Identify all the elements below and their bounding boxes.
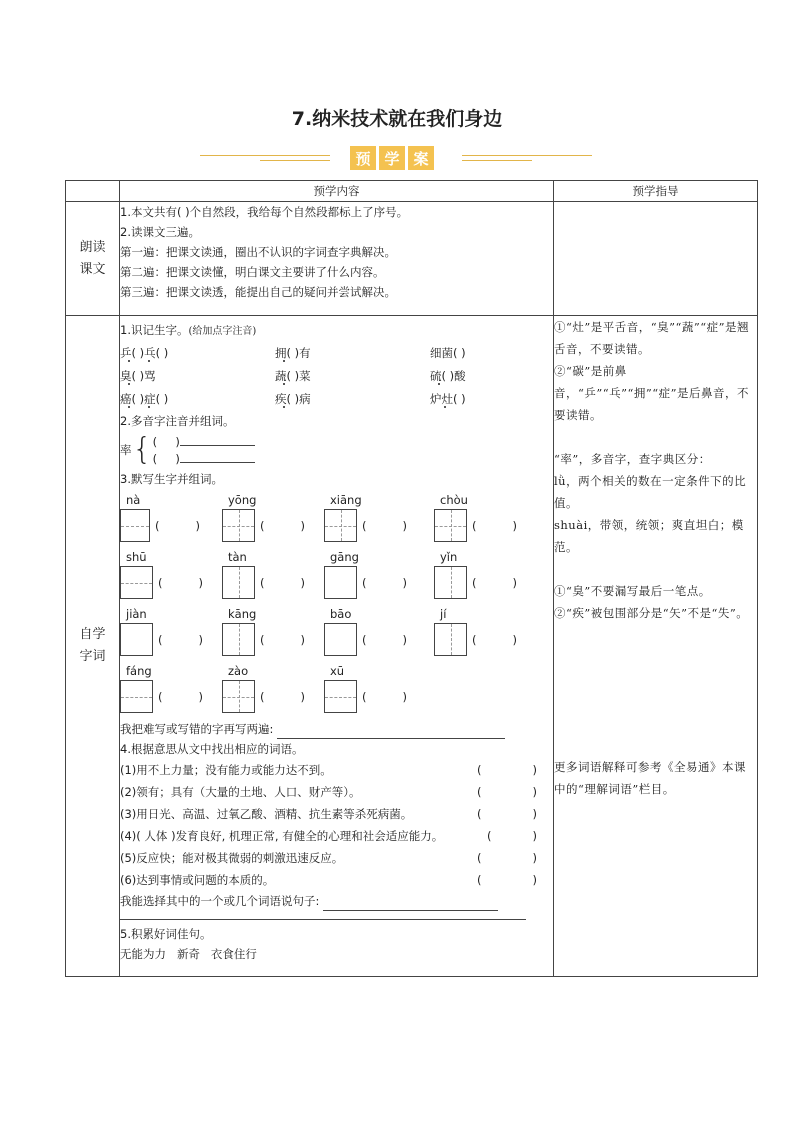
reading-line: 1.本文共有( )个自然段，我给每个自然段都标上了序号。 xyxy=(120,205,409,219)
section-label-words: 自学 字词 xyxy=(66,316,120,977)
char-item: 拥( )有 xyxy=(275,346,311,360)
header-content: 预学内容 xyxy=(120,181,554,202)
reading-content xyxy=(120,202,554,316)
banner-char: 预 xyxy=(350,146,376,170)
words-content xyxy=(120,316,554,977)
guide-note: ①“灶”是平舌音，“臭”“蔬”“症”是翘舌音，不要读错。 xyxy=(554,320,750,356)
guide-note: 更多词语解释可参考《全易通》本课中的“理解词语”栏目。 xyxy=(554,760,746,796)
q4-item: (5)反应快；能对极其微弱的刺激迅速反应。 ( ) xyxy=(120,851,537,865)
q4-item: (4)( 人体 )发育良好, 机理正常, 有健全的心理和社会适应能力。 ( ) xyxy=(120,829,537,843)
char-item: 臭( )骂 xyxy=(120,369,156,383)
char-item: 疾( )病 xyxy=(275,392,311,406)
polyphone-brace: 率 { ( ) ( ) xyxy=(120,433,553,467)
q2-title: 2.多音字注音并组词。 xyxy=(120,414,235,428)
reading-guide xyxy=(554,202,758,316)
banner xyxy=(200,144,592,174)
banner-char: 学 xyxy=(379,146,405,170)
reading-line: 第二遍：把课文读懂，明白课文主要讲了什么内容。 xyxy=(120,265,385,279)
q5-words: 无能为力 新奇 衣食住行 xyxy=(120,947,257,961)
char-item: 乒( )乓( ) xyxy=(120,346,169,360)
writing-box[interactable] xyxy=(222,566,255,599)
writing-box[interactable] xyxy=(324,566,357,599)
writing-box[interactable] xyxy=(434,566,467,599)
sentence-line: 我能选择其中的一个或几个词语说句子: xyxy=(120,891,553,911)
writing-row: nà ( ) yōng ( ) xiāng ( ) chòu ( ) xyxy=(120,491,553,542)
sentence-blank-2[interactable] xyxy=(120,911,526,920)
rewrite-blank[interactable] xyxy=(277,726,505,739)
writing-box[interactable] xyxy=(222,680,255,713)
guide-note: ①“臭”不要漏写最后一笔点。 xyxy=(554,584,711,598)
q4-item: (3)用日光、高温、过氧乙酸、酒精、抗生素等杀死病菌。 ( ) xyxy=(120,807,537,821)
reading-line: 第三遍：把课文读透，能提出自己的疑问并尝试解决。 xyxy=(120,285,396,299)
char-item: 细菌( ) xyxy=(430,346,466,360)
words-guide xyxy=(554,316,758,977)
char-grid xyxy=(120,342,553,411)
guide-note: lǜ，两个相关的数在一定条件下的比值。 xyxy=(554,474,747,510)
writing-box[interactable] xyxy=(120,680,153,713)
reading-line: 2.读课文三遍。 xyxy=(120,225,200,239)
section-label-reading: 朗读 课文 xyxy=(66,202,120,316)
reading-line: 第一遍：把课文读通，圈出不认识的字词查字典解决。 xyxy=(120,245,396,259)
writing-box[interactable] xyxy=(120,509,150,542)
writing-box[interactable] xyxy=(434,623,467,656)
char-item: 硫( )酸 xyxy=(430,369,466,383)
writing-box[interactable] xyxy=(324,680,357,713)
guide-note: shuài，带领，统领；爽直坦白；模范。 xyxy=(554,518,744,554)
writing-box[interactable] xyxy=(120,566,153,599)
rewrite-line: 我把难写或写错的字再写两遍: xyxy=(120,719,553,739)
header-guide: 预学指导 xyxy=(554,181,758,202)
sentence-blank[interactable] xyxy=(323,898,498,911)
char-item: 蔬( )菜 xyxy=(275,369,311,383)
corner-cell xyxy=(66,181,120,202)
char-item: 炉灶( ) xyxy=(430,392,466,406)
q4-item: (2)领有；具有（大量的土地、人口、财产等）。 ( ) xyxy=(120,785,537,799)
q3-title: 3.默写生字并组词。 xyxy=(120,472,223,486)
worksheet-table xyxy=(65,180,758,977)
banner-char: 案 xyxy=(408,146,434,170)
page-title: 7.纳米技术就在我们身边 xyxy=(291,108,503,130)
char-item: 癌( )症( ) xyxy=(120,392,169,406)
guide-note: “率”，多音字，查字典区分： xyxy=(554,452,711,466)
writing-row: fáng ( ) zào ( ) xū ( ) xyxy=(120,662,553,713)
writing-box[interactable] xyxy=(222,509,255,542)
writing-box[interactable] xyxy=(434,509,467,542)
writing-row: jiàn ( ) kāng ( ) bāo ( ) jí ( ) xyxy=(120,605,553,656)
guide-note: ②“疾”被包围部分是“矢”不是“失”。 xyxy=(554,606,749,620)
q4-title: 4.根据意思从文中找出相应的词语。 xyxy=(120,742,304,756)
q5-title: 5.积累好词佳句。 xyxy=(120,927,212,941)
q1-title: 1.识记生字。(给加点字注音) xyxy=(120,323,257,337)
writing-box[interactable] xyxy=(324,509,357,542)
writing-box[interactable] xyxy=(120,623,153,656)
writing-box[interactable] xyxy=(222,623,255,656)
writing-box[interactable] xyxy=(324,623,357,656)
writing-row: shū ( ) tàn ( ) gāng ( ) yǐn ( ) xyxy=(120,548,553,599)
q4-item: (6)达到事情或问题的本质的。 ( ) xyxy=(120,873,537,887)
guide-note: ②“碳”是前鼻音，“乒”“乓”“拥”“症”是后鼻音，不要读错。 xyxy=(554,364,750,422)
q4-item: (1)用不上力量；没有能力或能力达不到。 ( ) xyxy=(120,763,537,777)
